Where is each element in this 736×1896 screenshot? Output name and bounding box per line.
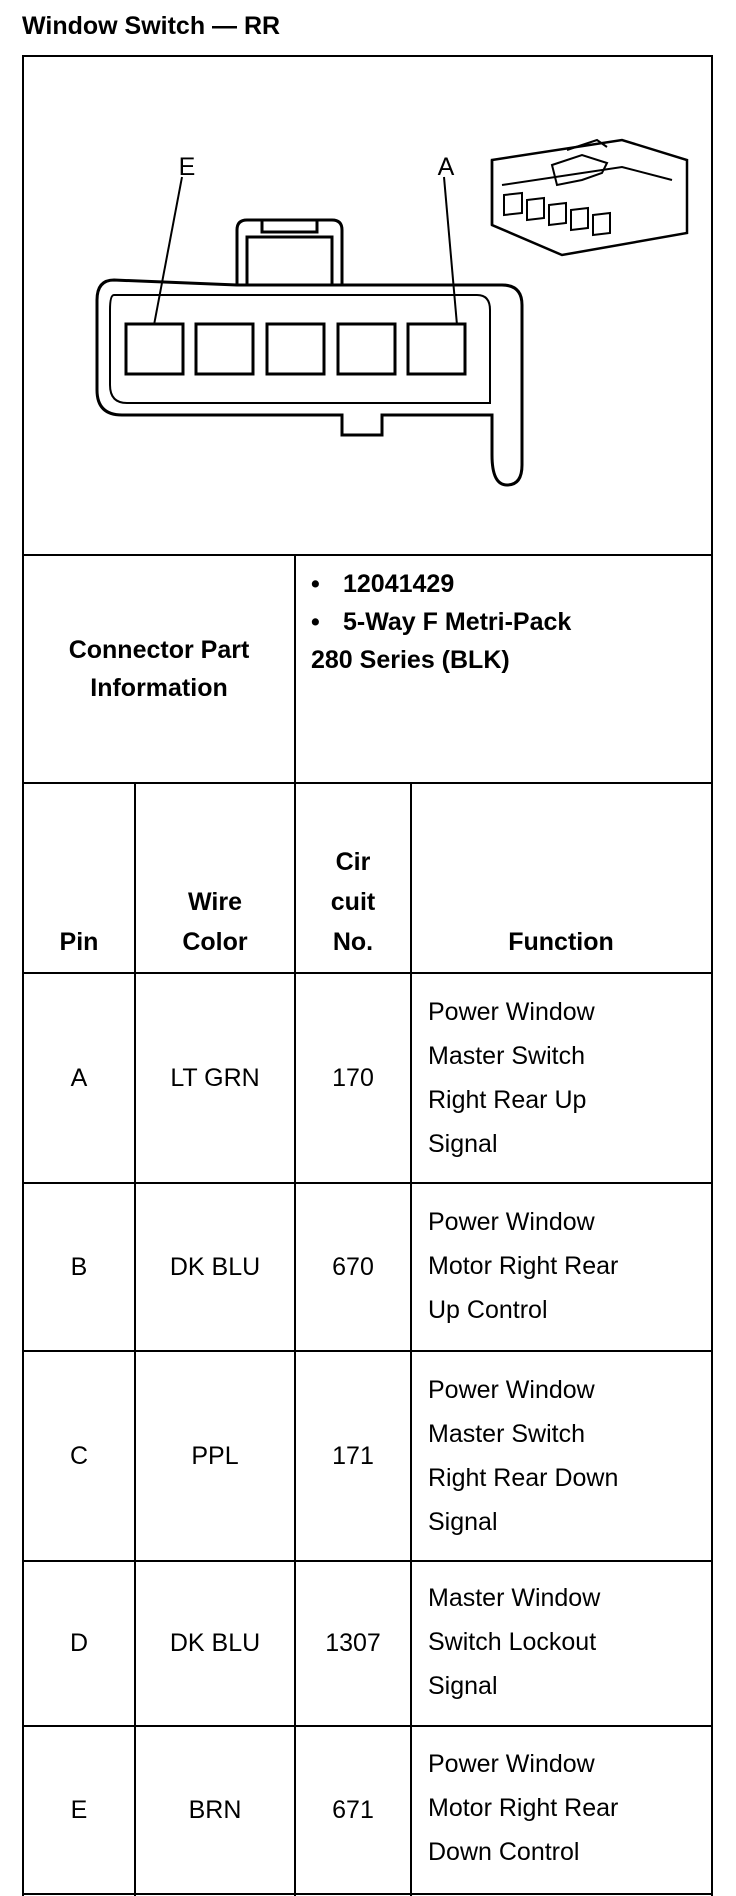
function-line: Power Window [428, 1208, 595, 1236]
header-pin: Pin [59, 928, 99, 956]
table-row-function [428, 1576, 708, 1708]
table-row-function [428, 1368, 708, 1544]
table-row-wire: PPL [191, 1441, 239, 1470]
function-line: Switch Lockout [428, 1628, 597, 1656]
function-line: Master Switch [428, 1420, 585, 1448]
part-number: 12041429 [343, 570, 455, 598]
function-line: Power Window [428, 998, 595, 1026]
header-wire-line2: Color [182, 928, 248, 956]
table-row-wire: LT GRN [170, 1063, 260, 1092]
connector-diagram [22, 55, 713, 555]
function-line: Master Switch [428, 1042, 585, 1070]
function-line: Signal [428, 1130, 498, 1158]
table-row-function [428, 1742, 708, 1874]
table-row-circuit: 1307 [325, 1629, 381, 1657]
header-circuit-line1: Cir [335, 848, 371, 876]
function-line: Power Window [428, 1750, 595, 1778]
pin-label-a: A [437, 153, 455, 181]
function-line: Right Rear Down [428, 1464, 619, 1492]
divider [22, 782, 713, 784]
table-row-pin: A [70, 1063, 88, 1092]
table-row-pin: E [70, 1795, 88, 1824]
table-row-function [428, 990, 708, 1166]
function-line: Master Window [428, 1584, 601, 1612]
header-circuit-no [296, 842, 410, 962]
header-wire-color [136, 882, 294, 962]
table-row-wire: DK BLU [169, 1629, 261, 1657]
pin-label-e: E [178, 153, 196, 181]
function-line: Right Rear Up [428, 1086, 587, 1114]
connector-type: 5-Way F Metri-Pack [343, 608, 572, 636]
page-title: Window Switch — RR [22, 12, 281, 40]
table-row-wire: DK BLU [169, 1252, 261, 1281]
header-wire-line1: Wire [188, 888, 242, 916]
connector-info-label [24, 556, 294, 782]
table-row-wire: BRN [188, 1795, 242, 1824]
header-circuit-line2: cuit [330, 888, 376, 916]
function-line: Motor Right Rear [428, 1252, 619, 1280]
table-row-circuit: 170 [332, 1063, 374, 1092]
header-function: Function [508, 928, 614, 956]
table-row-pin: B [70, 1252, 88, 1281]
table-row-pin: C [69, 1441, 89, 1470]
function-line: Motor Right Rear [428, 1794, 619, 1822]
function-line: Up Control [428, 1296, 548, 1324]
divider [22, 1893, 713, 1895]
table-row-circuit: 671 [332, 1795, 374, 1824]
table-row-circuit: 670 [332, 1252, 374, 1281]
function-line: Down Control [428, 1838, 580, 1866]
function-line: Power Window [428, 1376, 595, 1404]
table-row-function [428, 1200, 708, 1332]
function-line: Signal [428, 1508, 498, 1536]
function-line: Signal [428, 1672, 498, 1700]
connector-info-values: • 12041429 • 5-Way F Metri-Pack 280 Series (BLK) [306, 565, 706, 679]
connector-series: 280 Series (BLK) [311, 646, 510, 674]
connector-info-label-line2: Information [90, 674, 228, 702]
table-row-pin: D [69, 1629, 89, 1657]
header-circuit-line3: No. [332, 928, 374, 956]
table-row-circuit: 171 [332, 1441, 374, 1470]
connector-info-label-line1: Connector Part [68, 636, 250, 664]
